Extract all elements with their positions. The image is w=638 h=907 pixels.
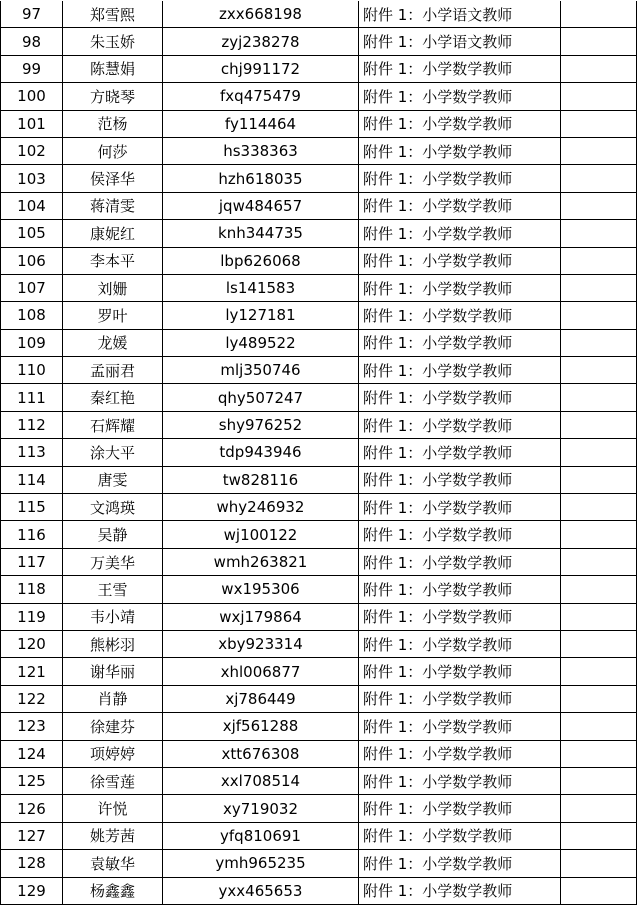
cell-empty [561,630,637,657]
cell-position: 附件 1：小学数学教师 [359,548,561,575]
cell-id: wmh263821 [163,548,359,575]
table-row [1,877,637,904]
cell-name: 文鸿瑛 [63,494,163,521]
table-row [1,411,637,438]
table-row [1,630,637,657]
cell-id: tw828116 [163,466,359,493]
cell-empty [561,767,637,794]
cell-number: 102 [1,137,63,164]
cell-empty [561,713,637,740]
cell-id: wj100122 [163,521,359,548]
cell-position: 附件 1：小学数学教师 [359,877,561,904]
cell-empty [561,274,637,301]
table-row [1,165,637,192]
cell-position: 附件 1：小学数学教师 [359,220,561,247]
cell-number: 116 [1,521,63,548]
cell-position: 附件 1：小学数学教师 [359,357,561,384]
cell-position: 附件 1：小学数学教师 [359,329,561,356]
cell-number: 125 [1,767,63,794]
table-row [1,439,637,466]
cell-number: 124 [1,740,63,767]
table-row [1,220,637,247]
cell-id: chj991172 [163,55,359,82]
cell-id: xhl006877 [163,658,359,685]
cell-empty [561,466,637,493]
cell-empty [561,28,637,55]
cell-id: yxx465653 [163,877,359,904]
cell-name: 何莎 [63,137,163,164]
cell-name: 吴静 [63,521,163,548]
cell-number: 128 [1,850,63,877]
cell-position: 附件 1：小学数学教师 [359,740,561,767]
cell-position: 附件 1：小学数学教师 [359,822,561,849]
table-row [1,302,637,329]
cell-empty [561,494,637,521]
cell-id: xy719032 [163,795,359,822]
table-row [1,521,637,548]
cell-name: 肖静 [63,685,163,712]
table-row [1,548,637,575]
cell-name: 龙媛 [63,329,163,356]
cell-number: 120 [1,630,63,657]
cell-name: 韦小靖 [63,603,163,630]
cell-empty [561,1,637,28]
cell-name: 范杨 [63,110,163,137]
cell-position: 附件 1：小学语文教师 [359,1,561,28]
cell-id: hzh618035 [163,165,359,192]
cell-number: 106 [1,247,63,274]
cell-position: 附件 1：小学数学教师 [359,576,561,603]
table-row [1,110,637,137]
cell-position: 附件 1：小学数学教师 [359,850,561,877]
cell-position: 附件 1：小学数学教师 [359,439,561,466]
cell-id: ls141583 [163,274,359,301]
cell-id: jqw484657 [163,192,359,219]
cell-position: 附件 1：小学数学教师 [359,384,561,411]
cell-id: zxx668198 [163,1,359,28]
cell-name: 熊彬羽 [63,630,163,657]
cell-id: shy976252 [163,411,359,438]
cell-id: xj786449 [163,685,359,712]
cell-name: 徐建芬 [63,713,163,740]
table-row [1,357,637,384]
table-row [1,274,637,301]
table-row [1,658,637,685]
cell-name: 侯泽华 [63,165,163,192]
cell-position: 附件 1：小学数学教师 [359,767,561,794]
cell-id: fy114464 [163,110,359,137]
table-row [1,795,637,822]
cell-name: 朱玉娇 [63,28,163,55]
cell-position: 附件 1：小学数学教师 [359,247,561,274]
cell-empty [561,55,637,82]
cell-number: 123 [1,713,63,740]
cell-empty [561,521,637,548]
cell-position: 附件 1：小学数学教师 [359,302,561,329]
cell-name: 谢华丽 [63,658,163,685]
cell-position: 附件 1：小学语文教师 [359,28,561,55]
cell-empty [561,795,637,822]
cell-name: 刘姗 [63,274,163,301]
table-row [1,83,637,110]
table-row [1,28,637,55]
cell-empty [561,603,637,630]
cell-id: tdp943946 [163,439,359,466]
cell-name: 郑雪熙 [63,1,163,28]
cell-position: 附件 1：小学数学教师 [359,274,561,301]
table-row [1,822,637,849]
cell-id: wx195306 [163,576,359,603]
cell-number: 104 [1,192,63,219]
cell-position: 附件 1：小学数学教师 [359,165,561,192]
cell-position: 附件 1：小学数学教师 [359,713,561,740]
cell-position: 附件 1：小学数学教师 [359,137,561,164]
cell-position: 附件 1：小学数学教师 [359,411,561,438]
cell-name: 涂大平 [63,439,163,466]
cell-id: xtt676308 [163,740,359,767]
cell-position: 附件 1：小学数学教师 [359,55,561,82]
cell-name: 康妮红 [63,220,163,247]
candidate-table [0,1,637,905]
cell-name: 孟丽君 [63,357,163,384]
cell-number: 99 [1,55,63,82]
table-row [1,329,637,356]
cell-id: xxl708514 [163,767,359,794]
cell-number: 100 [1,83,63,110]
cell-empty [561,220,637,247]
cell-id: lbp626068 [163,247,359,274]
cell-empty [561,658,637,685]
table-row [1,603,637,630]
cell-position: 附件 1：小学数学教师 [359,83,561,110]
cell-empty [561,110,637,137]
cell-number: 122 [1,685,63,712]
cell-empty [561,329,637,356]
table-row [1,137,637,164]
cell-position: 附件 1：小学数学教师 [359,110,561,137]
cell-id: yfq810691 [163,822,359,849]
cell-position: 附件 1：小学数学教师 [359,630,561,657]
cell-empty [561,740,637,767]
cell-position: 附件 1：小学数学教师 [359,795,561,822]
cell-id: knh344735 [163,220,359,247]
cell-number: 126 [1,795,63,822]
cell-id: why246932 [163,494,359,521]
cell-name: 罗叶 [63,302,163,329]
cell-name: 陈慧娟 [63,55,163,82]
cell-empty [561,302,637,329]
table-row [1,466,637,493]
cell-number: 110 [1,357,63,384]
cell-id: ly489522 [163,329,359,356]
cell-id: zyj238278 [163,28,359,55]
cell-number: 112 [1,411,63,438]
cell-name: 秦红艳 [63,384,163,411]
cell-name: 唐雯 [63,466,163,493]
table-row [1,55,637,82]
cell-empty [561,192,637,219]
cell-number: 113 [1,439,63,466]
cell-id: xby923314 [163,630,359,657]
cell-position: 附件 1：小学数学教师 [359,466,561,493]
cell-name: 袁敏华 [63,850,163,877]
cell-number: 111 [1,384,63,411]
cell-number: 115 [1,494,63,521]
cell-number: 103 [1,165,63,192]
table-body [1,1,637,904]
cell-id: ly127181 [163,302,359,329]
cell-number: 109 [1,329,63,356]
cell-number: 127 [1,822,63,849]
table-row [1,494,637,521]
cell-empty [561,877,637,904]
cell-id: qhy507247 [163,384,359,411]
cell-number: 129 [1,877,63,904]
cell-empty [561,357,637,384]
cell-name: 方晓琴 [63,83,163,110]
cell-id: xjf561288 [163,713,359,740]
table-row [1,740,637,767]
cell-empty [561,548,637,575]
cell-name: 蒋清雯 [63,192,163,219]
table-row [1,384,637,411]
table-row [1,247,637,274]
cell-empty [561,411,637,438]
cell-position: 附件 1：小学数学教师 [359,494,561,521]
table-row [1,576,637,603]
table-row [1,850,637,877]
cell-empty [561,83,637,110]
cell-number: 97 [1,1,63,28]
cell-name: 项婷婷 [63,740,163,767]
cell-name: 万美华 [63,548,163,575]
cell-position: 附件 1：小学数学教师 [359,192,561,219]
table-row [1,1,637,28]
cell-empty [561,137,637,164]
cell-empty [561,850,637,877]
cell-number: 117 [1,548,63,575]
cell-id: wxj179864 [163,603,359,630]
table-row [1,685,637,712]
table-row [1,767,637,794]
cell-name: 徐雪莲 [63,767,163,794]
cell-empty [561,822,637,849]
cell-position: 附件 1：小学数学教师 [359,685,561,712]
cell-name: 王雪 [63,576,163,603]
cell-position: 附件 1：小学数学教师 [359,521,561,548]
cell-id: ymh965235 [163,850,359,877]
cell-name: 杨鑫鑫 [63,877,163,904]
cell-name: 李本平 [63,247,163,274]
cell-id: fxq475479 [163,83,359,110]
cell-position: 附件 1：小学数学教师 [359,603,561,630]
cell-name: 许悦 [63,795,163,822]
cell-number: 121 [1,658,63,685]
table-row [1,713,637,740]
cell-empty [561,165,637,192]
cell-number: 108 [1,302,63,329]
cell-number: 101 [1,110,63,137]
cell-number: 107 [1,274,63,301]
cell-number: 119 [1,603,63,630]
cell-position: 附件 1：小学数学教师 [359,658,561,685]
cell-number: 105 [1,220,63,247]
cell-empty [561,384,637,411]
cell-number: 98 [1,28,63,55]
cell-empty [561,685,637,712]
table-row [1,192,637,219]
cell-empty [561,439,637,466]
cell-id: mlj350746 [163,357,359,384]
cell-id: hs338363 [163,137,359,164]
cell-number: 114 [1,466,63,493]
cell-empty [561,247,637,274]
cell-number: 118 [1,576,63,603]
cell-name: 石辉耀 [63,411,163,438]
cell-name: 姚芳茜 [63,822,163,849]
cell-empty [561,576,637,603]
